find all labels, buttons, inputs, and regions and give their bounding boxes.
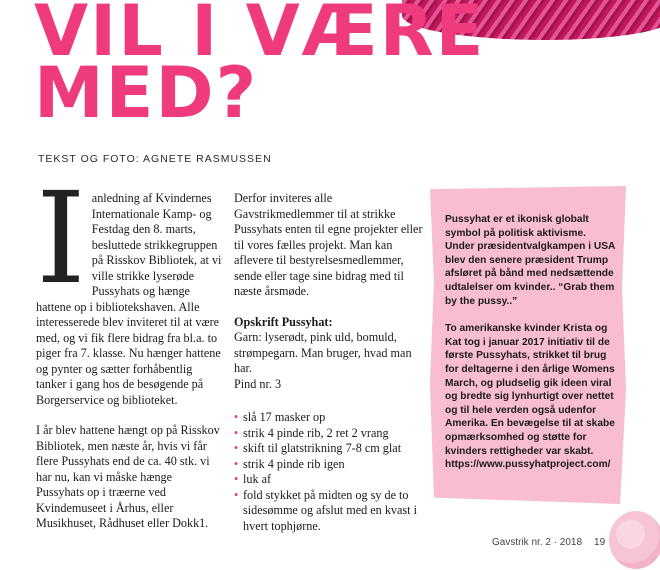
drop-cap: I <box>36 165 86 312</box>
page-title <box>34 0 486 134</box>
recipe-step: • slå 17 masker op <box>234 410 424 426</box>
article-column-1 <box>36 165 222 547</box>
article-column-2 <box>234 191 424 534</box>
paragraph-2: I år blev hattene hængt op på Risskov Bibliotek, men næste år, hvis vi får flere Pussyhats end de ca. 40 stk. vi har nu, kan vi måske hænge Pussyhats op i træerne ved Kvindemuseet i Århus, eller Musikhuset, Rådhuset eller Dokk1. <box>36 423 220 530</box>
headline-line-1: VIL I VÆRE <box>34 0 486 72</box>
recipe-step: • luk af <box>234 472 424 488</box>
info-box-paragraph-2: To amerikanske kvinder Krista og Kat tog i januar 2017 initiativ til de første Pussyhats, strikket til brug for deltagerne i den årlige Womens March, og pludselig gik ideen viral og bredte sig lynhurtigt over nettet og til hele verden også udenfor Amerika. En bevægelse til at skabe opmærksomhed og støtte for kvinders rettigheder var skabt. https://www.pussyhatproject.com/ <box>445 323 615 471</box>
paragraph-1: anledning af Kvindernes Internationale Kamp- og Festdag den 8. marts, besluttede strikkegruppen på Risskov Bibliotek, at vi ville strikke lyserøde Pussyhats og hænge hattene op i bibliotekshaven. Alle interesserede blev inviteret til at være med, og vi fik flere bidrag fra bl.a. to piger fra 7. klasse. Nu hænger hattene og pynter og sætter forhåbentlig tanker i gang hos de besøgende på Borgerservice og biblioteket. <box>36 191 222 407</box>
info-box-paragraph-1: Pussyhat er et ikonisk globalt symbol på politisk aktivisme. Under præsidentvalgkampen i USA blev den senere præsident Trump afsløret på bånd med nedsættende udtalelser om kvinder.. “Grab them by the pussy..” <box>445 214 616 307</box>
recipe-steps <box>234 410 424 534</box>
page-footer <box>492 537 605 548</box>
info-box <box>445 213 617 486</box>
recipe-step: • fold stykket på midten og sy de to sidesømme og afslut med en kvast i hvert tophjørne. <box>234 488 424 535</box>
page-number: 19 <box>594 537 606 548</box>
recipe-heading: Opskrift Pussyhat: <box>234 314 333 329</box>
headline-line-2: MED? <box>34 52 259 134</box>
recipe-step: • strik 4 pinde rib, 2 ret 2 vrang <box>234 426 424 442</box>
paragraph-3: Derfor inviteres alle Gavstrikmedlemmer til at strikke Pussyhats enten til egne projekter eller til vores fælles projekt. Man kan aflevere til bestyrelsesmedlemmer, sende eller tage sine bidrag med til næste årsmøde. <box>234 191 423 298</box>
yarn-ball-graphic <box>609 511 660 569</box>
recipe-needle: Pind nr. 3 <box>234 376 282 391</box>
recipe-step: • skift til glatstrikning 7-8 cm glat <box>234 441 424 457</box>
byline: TEKST OG FOTO: AGNETE RASMUSSEN <box>38 153 272 165</box>
recipe-yarn: Garn: lyserødt, pink uld, bomuld, strømpegarn. Man bruger, hvad man har. <box>234 330 412 375</box>
recipe-step: • strik 4 pinde rib igen <box>234 457 424 473</box>
magazine-issue: Gavstrik nr. 2 · 2018 <box>492 537 583 548</box>
